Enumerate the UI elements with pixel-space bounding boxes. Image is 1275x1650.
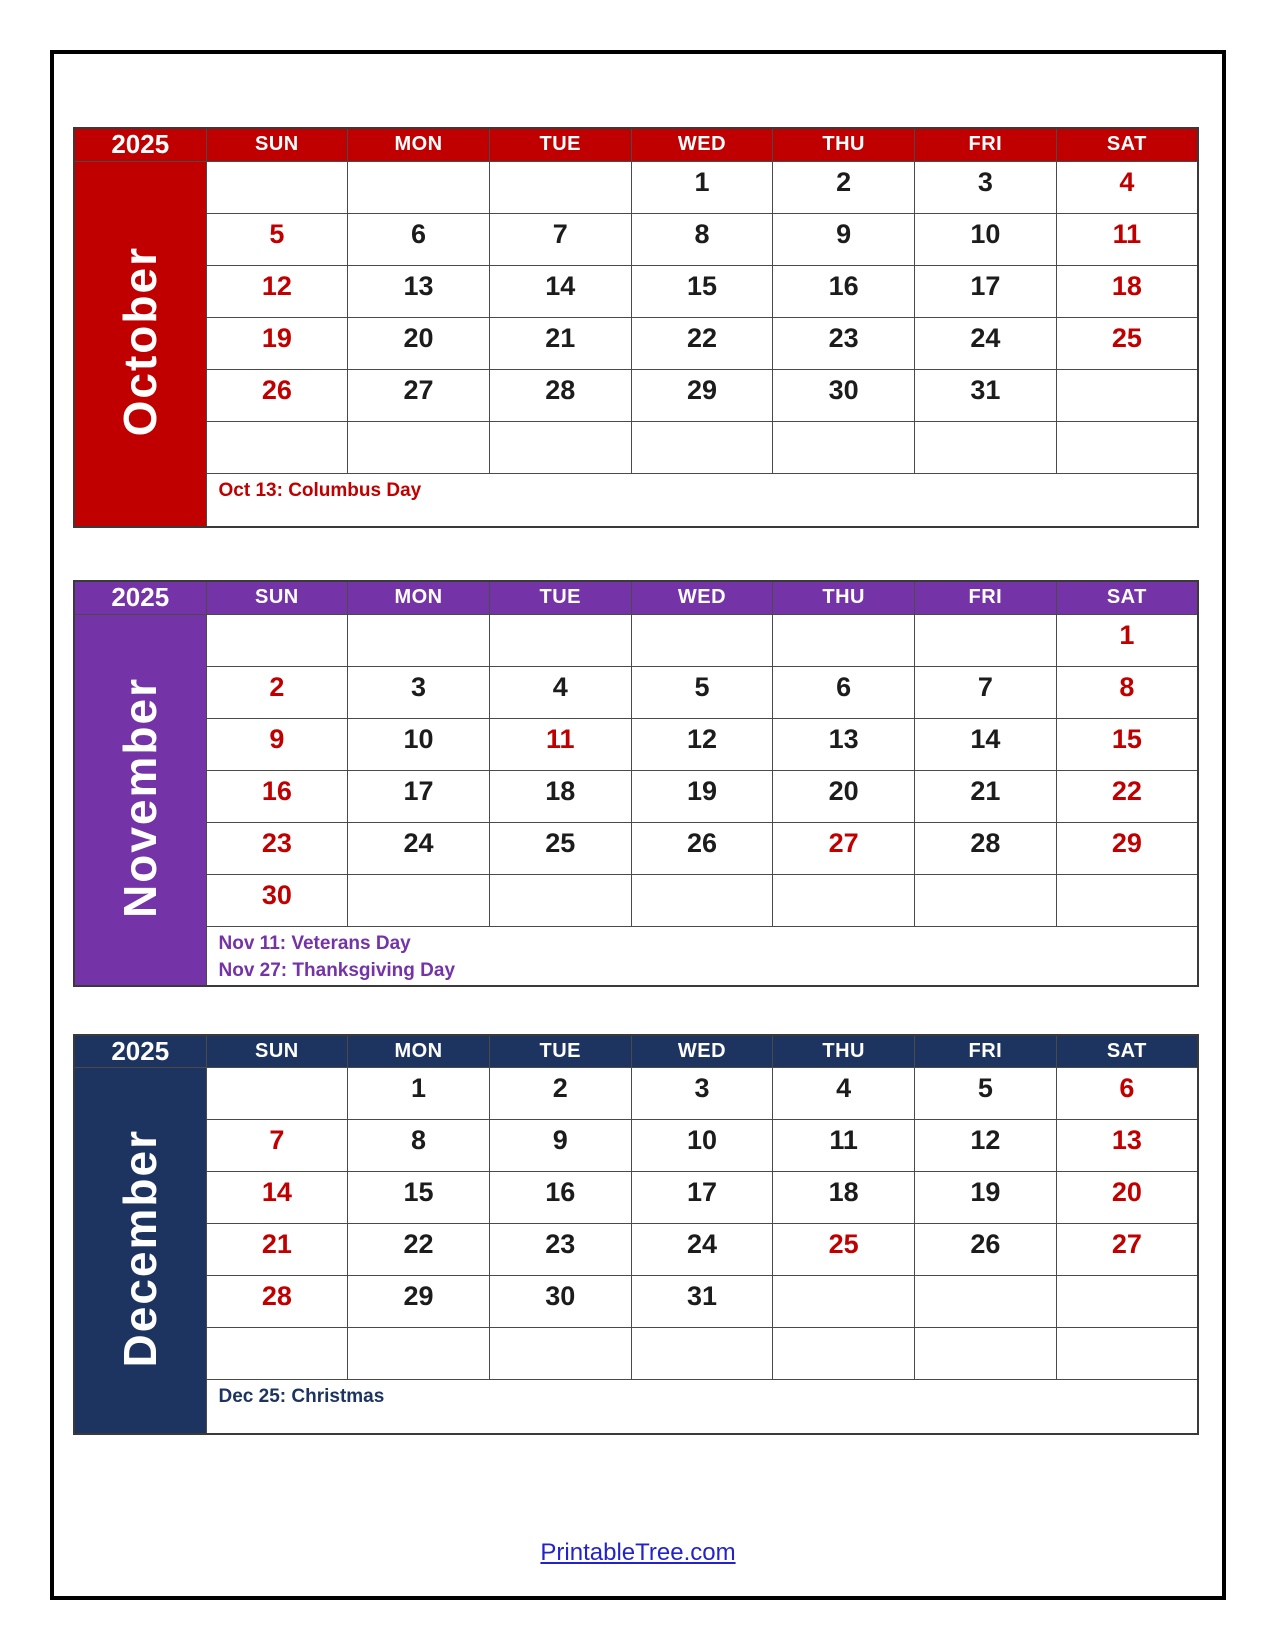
date-cell: 2 bbox=[206, 666, 348, 718]
weekday-thu: THU bbox=[773, 1035, 915, 1068]
date-cell: 22 bbox=[631, 317, 773, 369]
date-cell: 6 bbox=[1056, 1068, 1198, 1120]
date-cell: 2 bbox=[489, 1068, 631, 1120]
weekday-wed: WED bbox=[631, 1035, 773, 1068]
weekday-header-row bbox=[74, 128, 1198, 161]
holiday-note: Dec 25: Christmas bbox=[218, 1386, 385, 1408]
empty-date-cell bbox=[915, 874, 1057, 926]
date-cell: 6 bbox=[773, 666, 915, 718]
date-cell: 13 bbox=[773, 718, 915, 770]
date-cell: 15 bbox=[1056, 718, 1198, 770]
date-cell: 22 bbox=[348, 1224, 490, 1276]
empty-date-cell bbox=[631, 1328, 773, 1380]
weekday-sat: SAT bbox=[1056, 1035, 1198, 1068]
date-cell: 10 bbox=[348, 718, 490, 770]
date-cell: 12 bbox=[206, 265, 348, 317]
date-cell: 18 bbox=[489, 770, 631, 822]
week-row bbox=[74, 1276, 1198, 1328]
date-cell: 6 bbox=[348, 213, 490, 265]
week-row bbox=[74, 770, 1198, 822]
date-cell: 8 bbox=[1056, 666, 1198, 718]
date-cell: 30 bbox=[206, 874, 348, 926]
date-cell: 7 bbox=[206, 1120, 348, 1172]
date-cell: 16 bbox=[773, 265, 915, 317]
date-cell: 1 bbox=[631, 161, 773, 213]
date-cell: 8 bbox=[631, 213, 773, 265]
date-cell: 9 bbox=[206, 718, 348, 770]
empty-date-cell bbox=[773, 1276, 915, 1328]
week-row bbox=[74, 265, 1198, 317]
week-row bbox=[74, 718, 1198, 770]
empty-date-cell bbox=[489, 421, 631, 473]
date-cell: 29 bbox=[1056, 822, 1198, 874]
holiday-notes-cell bbox=[206, 926, 1198, 986]
weekday-thu: THU bbox=[773, 128, 915, 161]
date-cell: 19 bbox=[915, 1172, 1057, 1224]
week-row bbox=[74, 213, 1198, 265]
date-cell: 28 bbox=[489, 369, 631, 421]
date-cell: 22 bbox=[1056, 770, 1198, 822]
date-cell: 21 bbox=[489, 317, 631, 369]
empty-date-cell bbox=[915, 421, 1057, 473]
holiday-row bbox=[74, 1380, 1198, 1434]
empty-date-cell bbox=[206, 161, 348, 213]
date-cell: 17 bbox=[348, 770, 490, 822]
weekday-sat: SAT bbox=[1056, 581, 1198, 614]
weekday-sun: SUN bbox=[206, 1035, 348, 1068]
printabletree-link[interactable]: PrintableTree.com bbox=[540, 1538, 736, 1566]
empty-date-cell bbox=[206, 614, 348, 666]
date-cell: 23 bbox=[773, 317, 915, 369]
date-cell: 8 bbox=[348, 1120, 490, 1172]
date-cell: 9 bbox=[773, 213, 915, 265]
weekday-fri: FRI bbox=[915, 128, 1057, 161]
empty-date-cell bbox=[1056, 421, 1198, 473]
empty-date-cell bbox=[915, 614, 1057, 666]
date-cell: 21 bbox=[915, 770, 1057, 822]
date-cell: 24 bbox=[631, 1224, 773, 1276]
date-cell: 5 bbox=[915, 1068, 1057, 1120]
date-cell: 15 bbox=[348, 1172, 490, 1224]
week-row bbox=[74, 1068, 1198, 1120]
date-cell: 21 bbox=[206, 1224, 348, 1276]
empty-date-cell bbox=[489, 161, 631, 213]
date-cell: 26 bbox=[206, 369, 348, 421]
date-cell: 18 bbox=[1056, 265, 1198, 317]
date-cell: 17 bbox=[915, 265, 1057, 317]
month-table-december bbox=[73, 1034, 1199, 1435]
date-cell: 20 bbox=[348, 317, 490, 369]
empty-date-cell bbox=[348, 1328, 490, 1380]
empty-date-cell bbox=[1056, 1276, 1198, 1328]
date-cell: 7 bbox=[489, 213, 631, 265]
week-row bbox=[74, 1172, 1198, 1224]
holiday-note: Oct 13: Columbus Day bbox=[218, 479, 422, 501]
date-cell: 3 bbox=[348, 666, 490, 718]
empty-date-cell bbox=[915, 1328, 1057, 1380]
date-cell: 4 bbox=[489, 666, 631, 718]
date-cell: 30 bbox=[773, 369, 915, 421]
date-cell: 25 bbox=[489, 822, 631, 874]
empty-date-cell bbox=[348, 614, 490, 666]
date-cell: 13 bbox=[1056, 1120, 1198, 1172]
month-name-label: October bbox=[114, 246, 167, 437]
weekday-wed: WED bbox=[631, 128, 773, 161]
year-label: 2025 bbox=[74, 128, 206, 161]
date-cell: 15 bbox=[631, 265, 773, 317]
weekday-mon: MON bbox=[348, 1035, 490, 1068]
weekday-sun: SUN bbox=[206, 128, 348, 161]
date-cell: 9 bbox=[489, 1120, 631, 1172]
holiday-row bbox=[74, 473, 1198, 527]
date-cell: 20 bbox=[1056, 1172, 1198, 1224]
month-name-label: December bbox=[114, 1128, 167, 1368]
weekday-sun: SUN bbox=[206, 581, 348, 614]
date-cell: 19 bbox=[206, 317, 348, 369]
date-cell: 16 bbox=[206, 770, 348, 822]
date-cell: 31 bbox=[915, 369, 1057, 421]
date-cell: 5 bbox=[206, 213, 348, 265]
date-cell: 11 bbox=[773, 1120, 915, 1172]
date-cell: 27 bbox=[773, 822, 915, 874]
date-cell: 1 bbox=[348, 1068, 490, 1120]
month-grid bbox=[74, 614, 1198, 986]
month-table-november bbox=[73, 580, 1199, 987]
date-cell: 14 bbox=[489, 265, 631, 317]
holiday-note: Nov 11: Veterans Day bbox=[218, 932, 411, 954]
footer bbox=[54, 1539, 1222, 1567]
date-cell: 14 bbox=[206, 1172, 348, 1224]
week-row bbox=[74, 369, 1198, 421]
weekday-mon: MON bbox=[348, 581, 490, 614]
date-cell: 30 bbox=[489, 1276, 631, 1328]
date-cell: 5 bbox=[631, 666, 773, 718]
date-cell: 27 bbox=[1056, 1224, 1198, 1276]
date-cell: 10 bbox=[915, 213, 1057, 265]
date-cell: 20 bbox=[773, 770, 915, 822]
weekday-tue: TUE bbox=[489, 1035, 631, 1068]
week-row bbox=[74, 614, 1198, 666]
empty-date-cell bbox=[631, 874, 773, 926]
month-name-label: November bbox=[114, 676, 167, 918]
empty-date-cell bbox=[206, 1068, 348, 1120]
empty-date-cell bbox=[773, 614, 915, 666]
holiday-notes-cell bbox=[206, 1380, 1198, 1434]
month-name-cell bbox=[74, 161, 206, 527]
holiday-note: Nov 27: Thanksgiving Day bbox=[218, 960, 456, 982]
week-row bbox=[74, 161, 1198, 213]
empty-date-cell bbox=[773, 421, 915, 473]
date-cell: 13 bbox=[348, 265, 490, 317]
date-cell: 11 bbox=[1056, 213, 1198, 265]
year-label: 2025 bbox=[74, 1035, 206, 1068]
weekday-header-row bbox=[74, 1035, 1198, 1068]
date-cell: 23 bbox=[489, 1224, 631, 1276]
empty-date-cell bbox=[915, 1276, 1057, 1328]
date-cell: 12 bbox=[915, 1120, 1057, 1172]
week-row bbox=[74, 1224, 1198, 1276]
empty-date-cell bbox=[348, 421, 490, 473]
date-cell: 7 bbox=[915, 666, 1057, 718]
date-cell: 24 bbox=[348, 822, 490, 874]
date-cell: 28 bbox=[915, 822, 1057, 874]
date-cell: 19 bbox=[631, 770, 773, 822]
date-cell: 31 bbox=[631, 1276, 773, 1328]
week-row bbox=[74, 1120, 1198, 1172]
date-cell: 28 bbox=[206, 1276, 348, 1328]
week-row bbox=[74, 822, 1198, 874]
date-cell: 29 bbox=[348, 1276, 490, 1328]
date-cell: 1 bbox=[1056, 614, 1198, 666]
date-cell: 26 bbox=[631, 822, 773, 874]
month-name-cell bbox=[74, 614, 206, 986]
weekday-fri: FRI bbox=[915, 1035, 1057, 1068]
week-row bbox=[74, 1328, 1198, 1380]
month-name-cell bbox=[74, 1068, 206, 1434]
date-cell: 18 bbox=[773, 1172, 915, 1224]
empty-date-cell bbox=[489, 874, 631, 926]
week-row bbox=[74, 874, 1198, 926]
week-row bbox=[74, 317, 1198, 369]
empty-date-cell bbox=[489, 614, 631, 666]
date-cell: 4 bbox=[1056, 161, 1198, 213]
date-cell: 3 bbox=[915, 161, 1057, 213]
empty-date-cell bbox=[489, 1328, 631, 1380]
weekday-sat: SAT bbox=[1056, 128, 1198, 161]
empty-date-cell bbox=[1056, 369, 1198, 421]
empty-date-cell bbox=[206, 1328, 348, 1380]
empty-date-cell bbox=[631, 614, 773, 666]
date-cell: 27 bbox=[348, 369, 490, 421]
week-row bbox=[74, 666, 1198, 718]
week-row bbox=[74, 421, 1198, 473]
date-cell: 12 bbox=[631, 718, 773, 770]
empty-date-cell bbox=[631, 421, 773, 473]
date-cell: 25 bbox=[773, 1224, 915, 1276]
date-cell: 3 bbox=[631, 1068, 773, 1120]
empty-date-cell bbox=[773, 874, 915, 926]
date-cell: 10 bbox=[631, 1120, 773, 1172]
empty-date-cell bbox=[1056, 874, 1198, 926]
weekday-header-row bbox=[74, 581, 1198, 614]
empty-date-cell bbox=[348, 161, 490, 213]
date-cell: 23 bbox=[206, 822, 348, 874]
weekday-fri: FRI bbox=[915, 581, 1057, 614]
weekday-tue: TUE bbox=[489, 128, 631, 161]
empty-date-cell bbox=[206, 421, 348, 473]
page-border-frame bbox=[50, 50, 1226, 1600]
weekday-mon: MON bbox=[348, 128, 490, 161]
date-cell: 24 bbox=[915, 317, 1057, 369]
date-cell: 16 bbox=[489, 1172, 631, 1224]
date-cell: 14 bbox=[915, 718, 1057, 770]
weekday-thu: THU bbox=[773, 581, 915, 614]
weekday-wed: WED bbox=[631, 581, 773, 614]
empty-date-cell bbox=[1056, 1328, 1198, 1380]
month-grid bbox=[74, 161, 1198, 527]
holiday-notes-cell bbox=[206, 473, 1198, 527]
date-cell: 2 bbox=[773, 161, 915, 213]
date-cell: 4 bbox=[773, 1068, 915, 1120]
month-grid bbox=[74, 1068, 1198, 1434]
date-cell: 29 bbox=[631, 369, 773, 421]
empty-date-cell bbox=[773, 1328, 915, 1380]
date-cell: 25 bbox=[1056, 317, 1198, 369]
weekday-tue: TUE bbox=[489, 581, 631, 614]
date-cell: 11 bbox=[489, 718, 631, 770]
year-label: 2025 bbox=[74, 581, 206, 614]
date-cell: 26 bbox=[915, 1224, 1057, 1276]
date-cell: 17 bbox=[631, 1172, 773, 1224]
month-table-october bbox=[73, 127, 1199, 528]
empty-date-cell bbox=[348, 874, 490, 926]
holiday-row bbox=[74, 926, 1198, 986]
